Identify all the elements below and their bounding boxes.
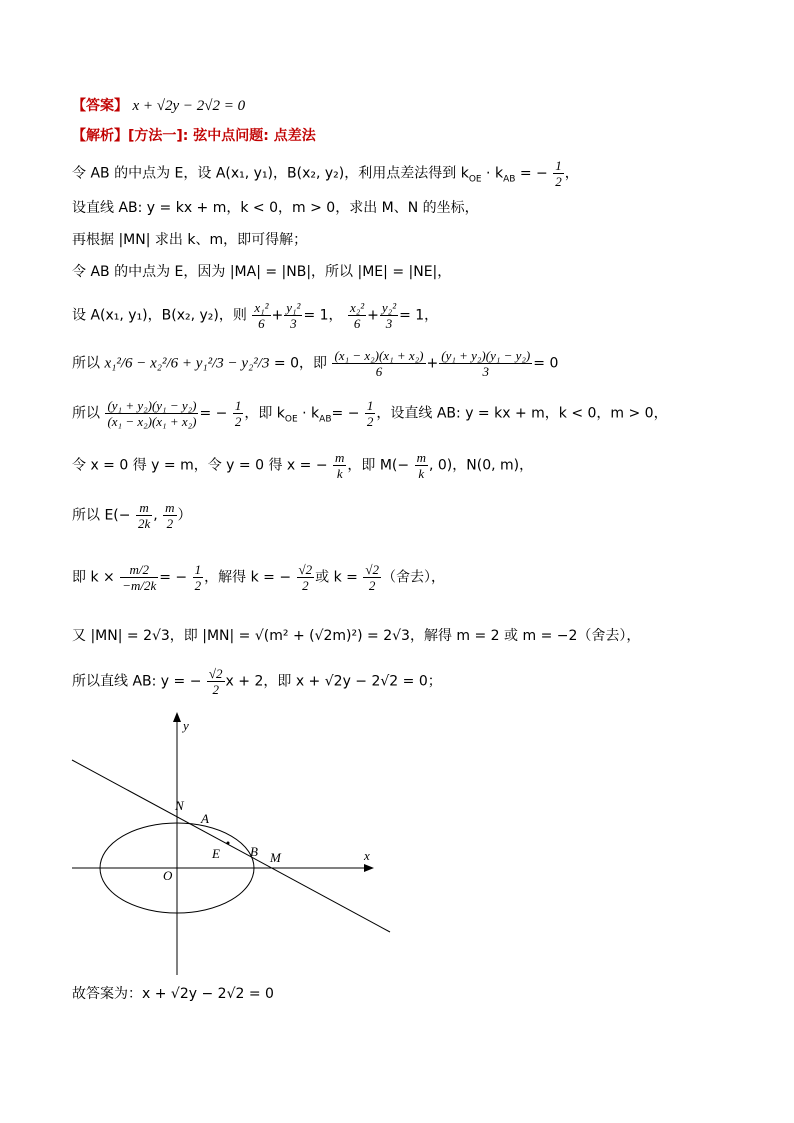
line-ab [72, 760, 390, 932]
analysis-label: 【解析】 [72, 128, 128, 144]
line7-sub-oe: OE [284, 414, 298, 425]
line7-eq: = − [199, 405, 228, 422]
solution-line-3: 再根据 |MN| 求出 k、m，即可得解； [72, 232, 308, 248]
label-x: x [364, 848, 370, 863]
line10-mid: ，解得 k = − [204, 569, 292, 586]
fraction-l6-1: $\frac{\text{(x₁ − x₂)(x₁ + x₂)}}{6}$ [334, 348, 424, 379]
line10-text: 即 k × [72, 569, 115, 586]
fraction-l10-half: $\frac{1}{2}$ [194, 562, 202, 593]
fraction-l7-half2: $\frac{1}{2}$ [366, 398, 374, 429]
line7-mid: ，即 k [244, 405, 285, 422]
fraction-m-k-2: $\frac{m}{k}$ [416, 450, 426, 481]
fraction-m-2: $\frac{m}{2}$ [165, 500, 175, 531]
line6-text: 所以 [72, 355, 100, 372]
line1-sub-ab: AB [503, 174, 516, 185]
label-e: E [212, 846, 220, 861]
line1-text: 令 AB 的中点为 E，设 A(x₁, y₁)，B(x₂, y₂)，利用点差法得到 k [72, 165, 469, 182]
label-n: N [175, 798, 184, 813]
line6-expression: x₁²/6 − x₂²/6 + y₁²/3 − y₂²/3 [104, 355, 270, 372]
solution-line-7: 所以 $\frac{\text{(y₁ + y₂)(y₁ − y₂)}}{\text{(x₁ − x₂)(x₁ + x₂)}}$ = − $\frac{1}{2}$ ，即 $k_{OE} \cdot k_{AB}=$ − $\frac{1}{2}$ ，设直线 AB: y = kx + m，k < 0，m > 0， [72, 398, 668, 429]
final-answer: 故答案为：x + √2y − 2√2 = 0 [72, 986, 274, 1002]
answer-label: 【答案】 [72, 98, 128, 114]
solution-line-8 [72, 450, 533, 481]
line8-text: 令 x = 0 得 y = m，令 y = 0 得 x = − [72, 457, 328, 474]
solution-line-12 [72, 666, 442, 697]
line1-sub-oe: OE [468, 174, 482, 185]
fraction-sqrt2-2-c: $\frac{√2}{2}$ [208, 666, 223, 697]
line10-eq: = − [159, 569, 188, 586]
line8-mid: ，即 M(− [347, 457, 410, 474]
line7-text: 所以 [72, 405, 100, 422]
x-axis-arrow [364, 864, 374, 872]
answer-expression: x + √2y − 2√2 = 0 [132, 98, 246, 114]
line6-mid: = 0，即 [273, 355, 328, 372]
line10-or: 或 k = [315, 569, 358, 586]
line8-end: , 0)，N(0, m)， [428, 457, 534, 474]
solution-line-10 [72, 562, 445, 593]
line1-eq: = − [515, 165, 548, 182]
fraction-sqrt2-2: $\frac{√2}{2}$ [298, 562, 313, 593]
fraction-x2sq-6: $\frac{\text{x₂²}}{6}$ [349, 300, 365, 331]
fraction-half: $\frac{1}{2}$ [555, 158, 562, 189]
fraction-l6-2: $\frac{\text{(y₁ + y₂)(y₁ − y₂)}}{3}$ [441, 348, 531, 379]
line9-text: 所以 E(− [72, 507, 131, 524]
fraction-l7: $\frac{\text{(y₁ + y₂)(y₁ − y₂)}}{\text{(x₁ − x₂)(x₁ + x₂)}}$ [107, 398, 197, 429]
solution-line-5: 设 A(x₁, y₁)，B(x₂, y₂)，则 $\frac{\text{x₁²}}{6}$ + $\frac{\text{y₁²}}{3}$ = 1， $\frac{\text{x₂²}}{6}$ + $\frac{\text{y₂²}}{3}$ = 1， [72, 300, 439, 331]
line12-text: 所以直线 AB: y = − [72, 673, 202, 690]
line7-sub-ab: AB [319, 414, 332, 425]
label-a: A [201, 811, 209, 826]
label-b: B [250, 844, 258, 859]
solution-line-4: 令 AB 的中点为 E，因为 |MA| = |NB|，所以 |ME| = |NE|， [72, 264, 452, 280]
label-m: M [270, 850, 281, 865]
solution-line-2: 设直线 AB: y = kx + m，k < 0，m > 0，求出 M、N 的坐标， [72, 200, 479, 216]
fraction-y2sq-3: $\frac{\text{y₂²}}{3}$ [381, 300, 397, 331]
ellipse-figure [60, 710, 400, 980]
line5-eq1: = 1， [303, 307, 343, 324]
answer-line [72, 96, 245, 116]
fraction-sqrt2-2-b: $\frac{√2}{2}$ [365, 562, 379, 593]
line7-eq2: = − [331, 405, 360, 422]
fraction-m-2k: $\frac{m}{2k}$ [137, 500, 151, 531]
line7-end: ，设直线 AB: y = kx + m，k < 0，m > 0， [376, 405, 668, 422]
solution-line-6: 所以 x₁²/6 − x₂²/6 + y₁²/3 − y₂²/3 = 0，即 $\frac{\text{(x₁ − x₂)(x₁ + x₂)}}{6}$ + $\frac{\text{(y₁ + y₂)(y₁ − y₂)}}{3}$ = 0 [72, 348, 559, 379]
line9-end: ） [177, 507, 192, 524]
line6-end: = 0 [533, 355, 559, 372]
analysis-heading [72, 126, 316, 146]
fraction-l7-half: $\frac{1}{2}$ [234, 398, 242, 429]
line10-end: （舍去）， [381, 569, 445, 586]
point-e [227, 842, 230, 845]
label-o: O [163, 868, 173, 883]
fraction-x1sq-6: $\frac{\text{x₁²}}{6}$ [254, 300, 269, 331]
solution-line-1 [72, 158, 579, 189]
label-y: y [183, 718, 189, 733]
analysis-method: [方法一]: 弦中点问题: 点差法 [128, 128, 316, 144]
fraction-m-k: $\frac{m}{k}$ [335, 450, 345, 481]
line1-end: ， [564, 165, 579, 182]
solution-line-9: 所以 E(− $\frac{m}{2k}$ , $\frac{m}{2}$ ） [72, 500, 192, 531]
fraction-l10-big: $\frac{m/2}{-m/2k}$ [122, 562, 157, 593]
line1-dot: · k [481, 165, 504, 182]
fraction-y1sq-3: $\frac{\text{y₁²}}{3}$ [286, 300, 301, 331]
line12-end: x + 2，即 x + √2y − 2√2 = 0； [225, 673, 442, 690]
line5-text: 设 A(x₁, y₁)，B(x₂, y₂)，则 [72, 307, 247, 324]
solution-line-11: 又 |MN| = 2√3，即 |MN| = √(m² + (√2m)²) = 2√3，解得 m = 2 或 m = −2（舍去）， [72, 628, 641, 644]
y-axis-arrow [173, 712, 181, 722]
line5-eq2: = 1， [399, 307, 439, 324]
